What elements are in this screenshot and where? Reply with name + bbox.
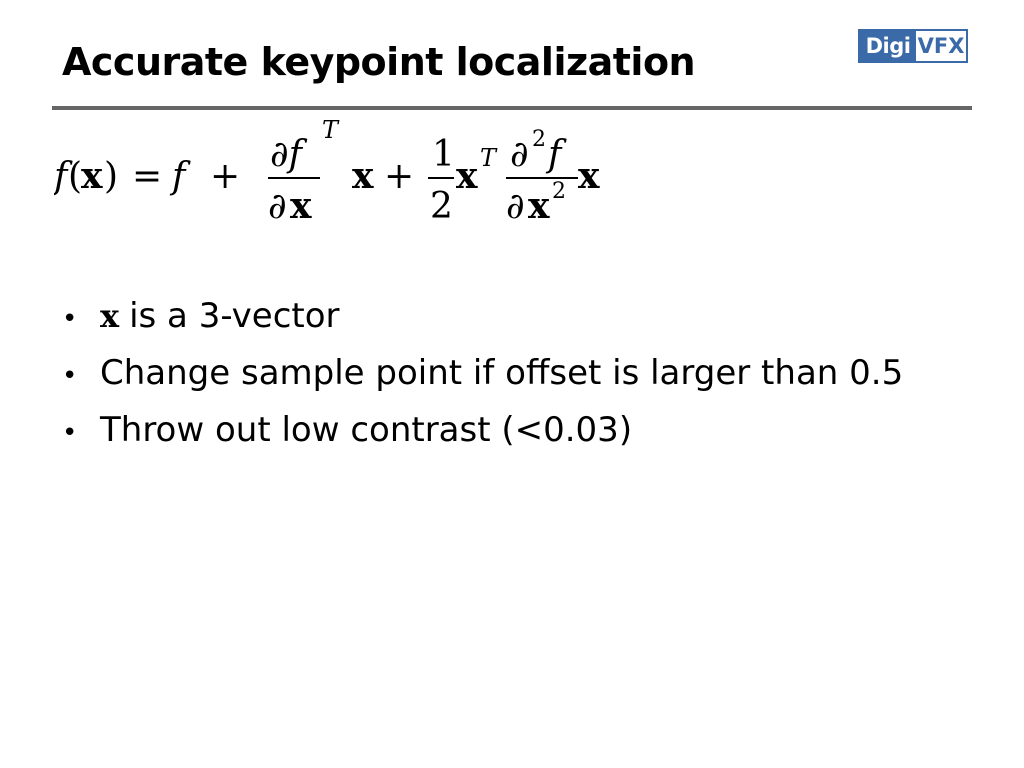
bullet-text: Throw out low contrast (<0.03)	[100, 410, 633, 450]
logo-vfx: VFX	[916, 31, 966, 61]
bullet-item	[62, 410, 903, 467]
eq-xT-base: x	[456, 155, 478, 197]
bullet-text: Change sample point if offset is larger than 0.5	[100, 353, 904, 393]
bullet-item	[62, 296, 903, 353]
eq-lhs-paren-open: (	[68, 156, 83, 197]
eq-plus-1: +	[210, 156, 241, 197]
eq-equals: =	[132, 156, 163, 197]
eq-hess-num-f: f	[548, 134, 562, 175]
eq-grad-sup: T	[322, 118, 339, 144]
eq-plus-2: +	[384, 156, 415, 197]
eq-grad-den-partial: ∂	[268, 186, 287, 227]
title-divider	[52, 106, 972, 110]
logo-digi: Digi	[860, 31, 916, 61]
slide-title: Accurate keypoint localization	[62, 40, 696, 84]
bullet-list	[62, 296, 903, 467]
bullet-item	[62, 353, 903, 410]
bullet-dot: •	[62, 418, 78, 448]
eq-hess-den-partial: ∂	[506, 186, 525, 227]
eq-lhs-f: f	[54, 156, 68, 197]
bullet-symbol-x: x	[100, 297, 120, 335]
eq-x-1: x	[352, 155, 374, 197]
eq-hess-num-sup: 2	[532, 127, 546, 152]
eq-hess-den-sup: 2	[552, 179, 566, 204]
eq-half-num: 1	[432, 134, 455, 175]
eq-lhs-paren-close: )	[104, 156, 119, 197]
bullet-text: is a 3-vector	[129, 296, 340, 336]
eq-lhs-x: x	[81, 155, 103, 197]
eq-f: f	[172, 156, 186, 197]
eq-hess-num-partial: ∂	[510, 134, 529, 175]
eq-grad-num: ∂f	[270, 134, 302, 175]
eq-hess-den-x: x	[528, 185, 550, 227]
eq-xT-sup: T	[480, 144, 497, 172]
taylor-expansion-equation	[54, 118, 614, 228]
eq-x-tail: x	[578, 155, 600, 197]
bullet-dot: •	[62, 304, 78, 334]
eq-half-den: 2	[430, 186, 453, 227]
bullet-dot: •	[62, 361, 78, 391]
eq-grad-den-x: x	[290, 185, 312, 227]
digivfx-logo	[858, 29, 968, 63]
